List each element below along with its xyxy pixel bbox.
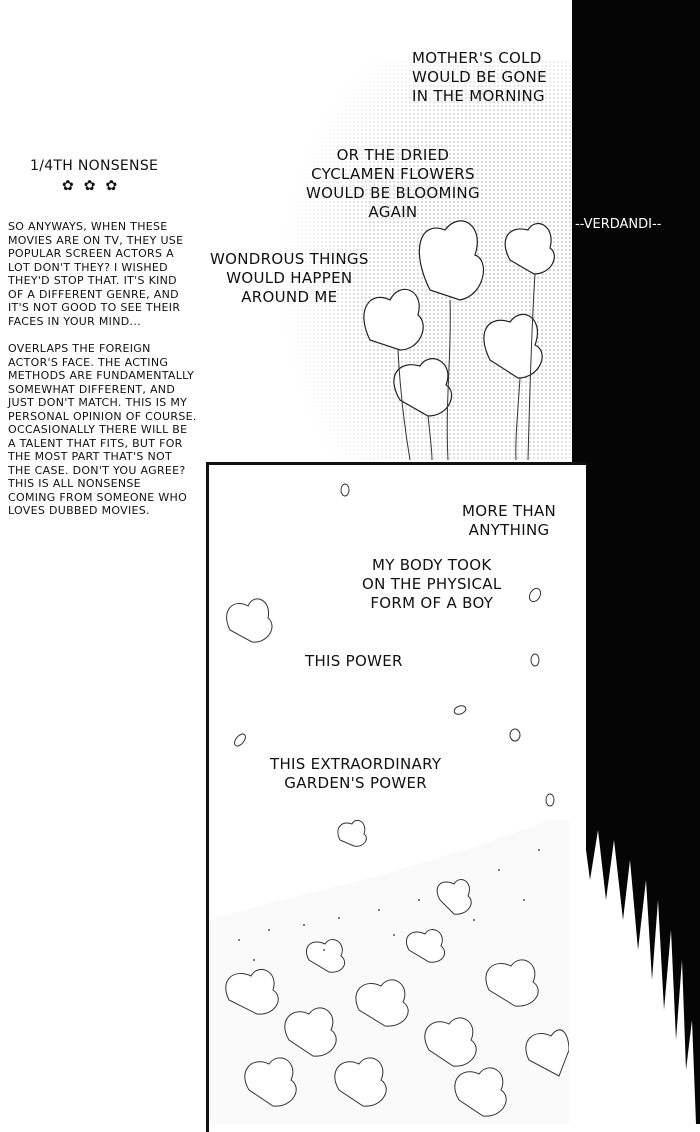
text-line: MOTHER'S COLD [412, 49, 542, 67]
text-line: LOVES DUBBED MOVIES. [8, 504, 150, 517]
text-line: WOULD BE GONE [412, 68, 547, 86]
side-label-verdandi: --VERDANDI-- [575, 217, 662, 232]
text-line: CYCLAMEN FLOWERS [311, 165, 475, 183]
text-line: POPULAR SCREEN ACTORS A [8, 247, 174, 260]
text-line: IT'S NOT GOOD TO SEE THEIR [8, 301, 181, 314]
note-title: 1/4TH NONSENSE [30, 158, 159, 174]
text-line: SO ANYWAYS, WHEN THESE [8, 220, 168, 233]
text-line: JUST DON'T MATCH. THIS IS MY [8, 396, 188, 409]
text-line: OF A DIFFERENT GENRE, AND [8, 287, 179, 301]
text-line: MOVIES ARE ON TV, THEY USE [8, 233, 184, 247]
text-line: A TALENT THAT FITS, BUT FOR [8, 436, 183, 450]
text-line: ANYTHING [468, 521, 550, 539]
caption-body-took [362, 556, 502, 613]
text-line: MORE THAN [462, 502, 557, 520]
note-paragraph-2 [8, 342, 206, 518]
caption-mother-cold [412, 49, 547, 106]
caption-more-than [462, 502, 556, 540]
text-line: ON THE PHYSICAL [362, 575, 502, 593]
text-line: AGAIN [368, 203, 418, 221]
text-line: FACES IN YOUR MIND... [8, 314, 141, 328]
text-line: THIS POWER [305, 652, 403, 670]
text-line: THIS IS ALL NONSENSE [8, 477, 141, 490]
text-line: THE CASE. DON'T YOU AGREE? [8, 463, 186, 477]
text-line: THEY'D STOP THAT. IT'S KIND [8, 274, 177, 287]
text-line: OR THE DRIED [336, 146, 450, 164]
text-line: WONDROUS THINGS [210, 250, 369, 268]
caption-wondrous [210, 250, 369, 307]
text-line: GARDEN'S POWER [284, 774, 428, 792]
text-line: WOULD HAPPEN [226, 269, 353, 287]
title-decoration-icon: ✿✿✿ [62, 178, 128, 194]
caption-garden-power [270, 755, 441, 793]
text-line: THE MOST PART THAT'S NOT [8, 450, 172, 463]
text-line: FORM OF A BOY [370, 594, 494, 612]
note-paragraph-1 [8, 220, 206, 328]
text-line: AROUND ME [241, 288, 338, 306]
black-side-band [568, 0, 700, 1124]
text-line: THIS EXTRAORDINARY [270, 755, 442, 773]
text-line: OVERLAPS THE FOREIGN [8, 342, 151, 355]
text-line: SOMEWHAT DIFFERENT, AND [8, 382, 176, 396]
text-line: PERSONAL OPINION OF COURSE. [8, 409, 197, 423]
text-line: ACTOR'S FACE. THE ACTING [8, 355, 169, 369]
text-line: METHODS ARE FUNDAMENTALLY [8, 369, 195, 382]
caption-this-power [305, 652, 403, 671]
text-line: WOULD BE BLOOMING [306, 184, 480, 202]
caption-cyclamen [306, 146, 480, 222]
text-line: COMING FROM SOMEONE WHO [8, 490, 188, 504]
text-line: LOT DON'T THEY? I WISHED [8, 260, 168, 274]
text-line: OCCASIONALLY THERE WILL BE [8, 423, 188, 436]
text-line: MY BODY TOOK [371, 556, 492, 574]
text-line: IN THE MORNING [412, 87, 545, 105]
